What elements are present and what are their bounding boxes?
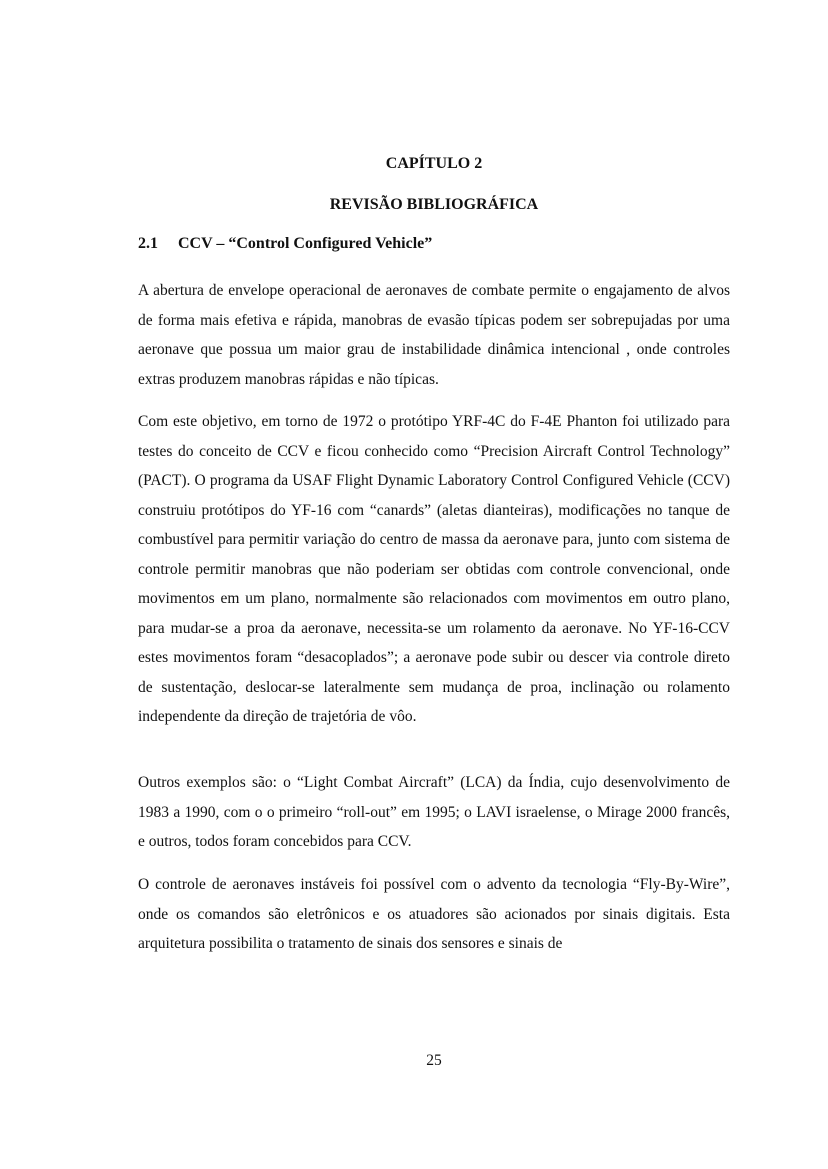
paragraph-1: A abertura de envelope operacional de aeronaves de combate permite o engajamento de alvos de forma mais efetiva e rápida, manobras de evasão típicas podem ser sobrepujadas por uma aeronave que possua um maior grau de instabilidade dinâmica intencional , onde controles extras produzem manobras rápidas e não típicas. [138, 282, 730, 388]
page-number: 25 [426, 1052, 442, 1069]
section-number: 2.1 [138, 235, 158, 252]
section-heading [138, 235, 730, 253]
section-title: CCV – “Control Configured Vehicle” [178, 235, 433, 252]
chapter-title: REVISÃO BIBLIOGRÁFICA [329, 196, 539, 213]
paragraph-2: Com este objetivo, em torno de 1972 o protótipo YRF-4C do F-4E Phanton foi utilizado para testes do conceito de CCV e ficou conhecido como “Precision Aircraft Control Technology” (PACT). O programa da USAF Flight Dynamic Laboratory Control Configured Vehicle (CCV) construiu protótipos do YF-16 com “canards” (aletas dianteiras), modificações no tanque de combustível para permitir variação do centro de massa da aeronave para, junto com sistema de controle permitir manobras que não poderiam ser obtidas com controle convencional, onde movimentos em um plano, normalmente são relacionados com movimentos em outro plano, para mudar-se a proa da aeronave, necessita-se um rolamento da aeronave. No YF-16-CCV estes movimentos foram “desacoplados”; a aeronave pode subir ou descer via controle direto de sustentação, deslocar-se lateralmente sem mudança de proa, inclinação ou rolamento independente da direção de trajetória de vôo. [138, 413, 730, 725]
paragraph-4: O controle de aeronaves instáveis foi possível com o advento da tecnologia “Fly-By-Wire”, onde os comandos são eletrônicos e os atuadores são acionados por sinais digitais. Esta arquitetura possibilita o tratamento de sinais dos sensores e sinais de [138, 876, 730, 952]
paragraph-3: Outros exemplos são: o “Light Combat Aircraft” (LCA) da Índia, cujo desenvolvimento de 1983 a 1990, com o o primeiro “roll-out” em 1995; o LAVI israelense, o Mirage 2000 francês, e outros, todos foram concebidos para CCV. [138, 774, 730, 850]
chapter-label: CAPÍTULO 2 [385, 155, 483, 172]
